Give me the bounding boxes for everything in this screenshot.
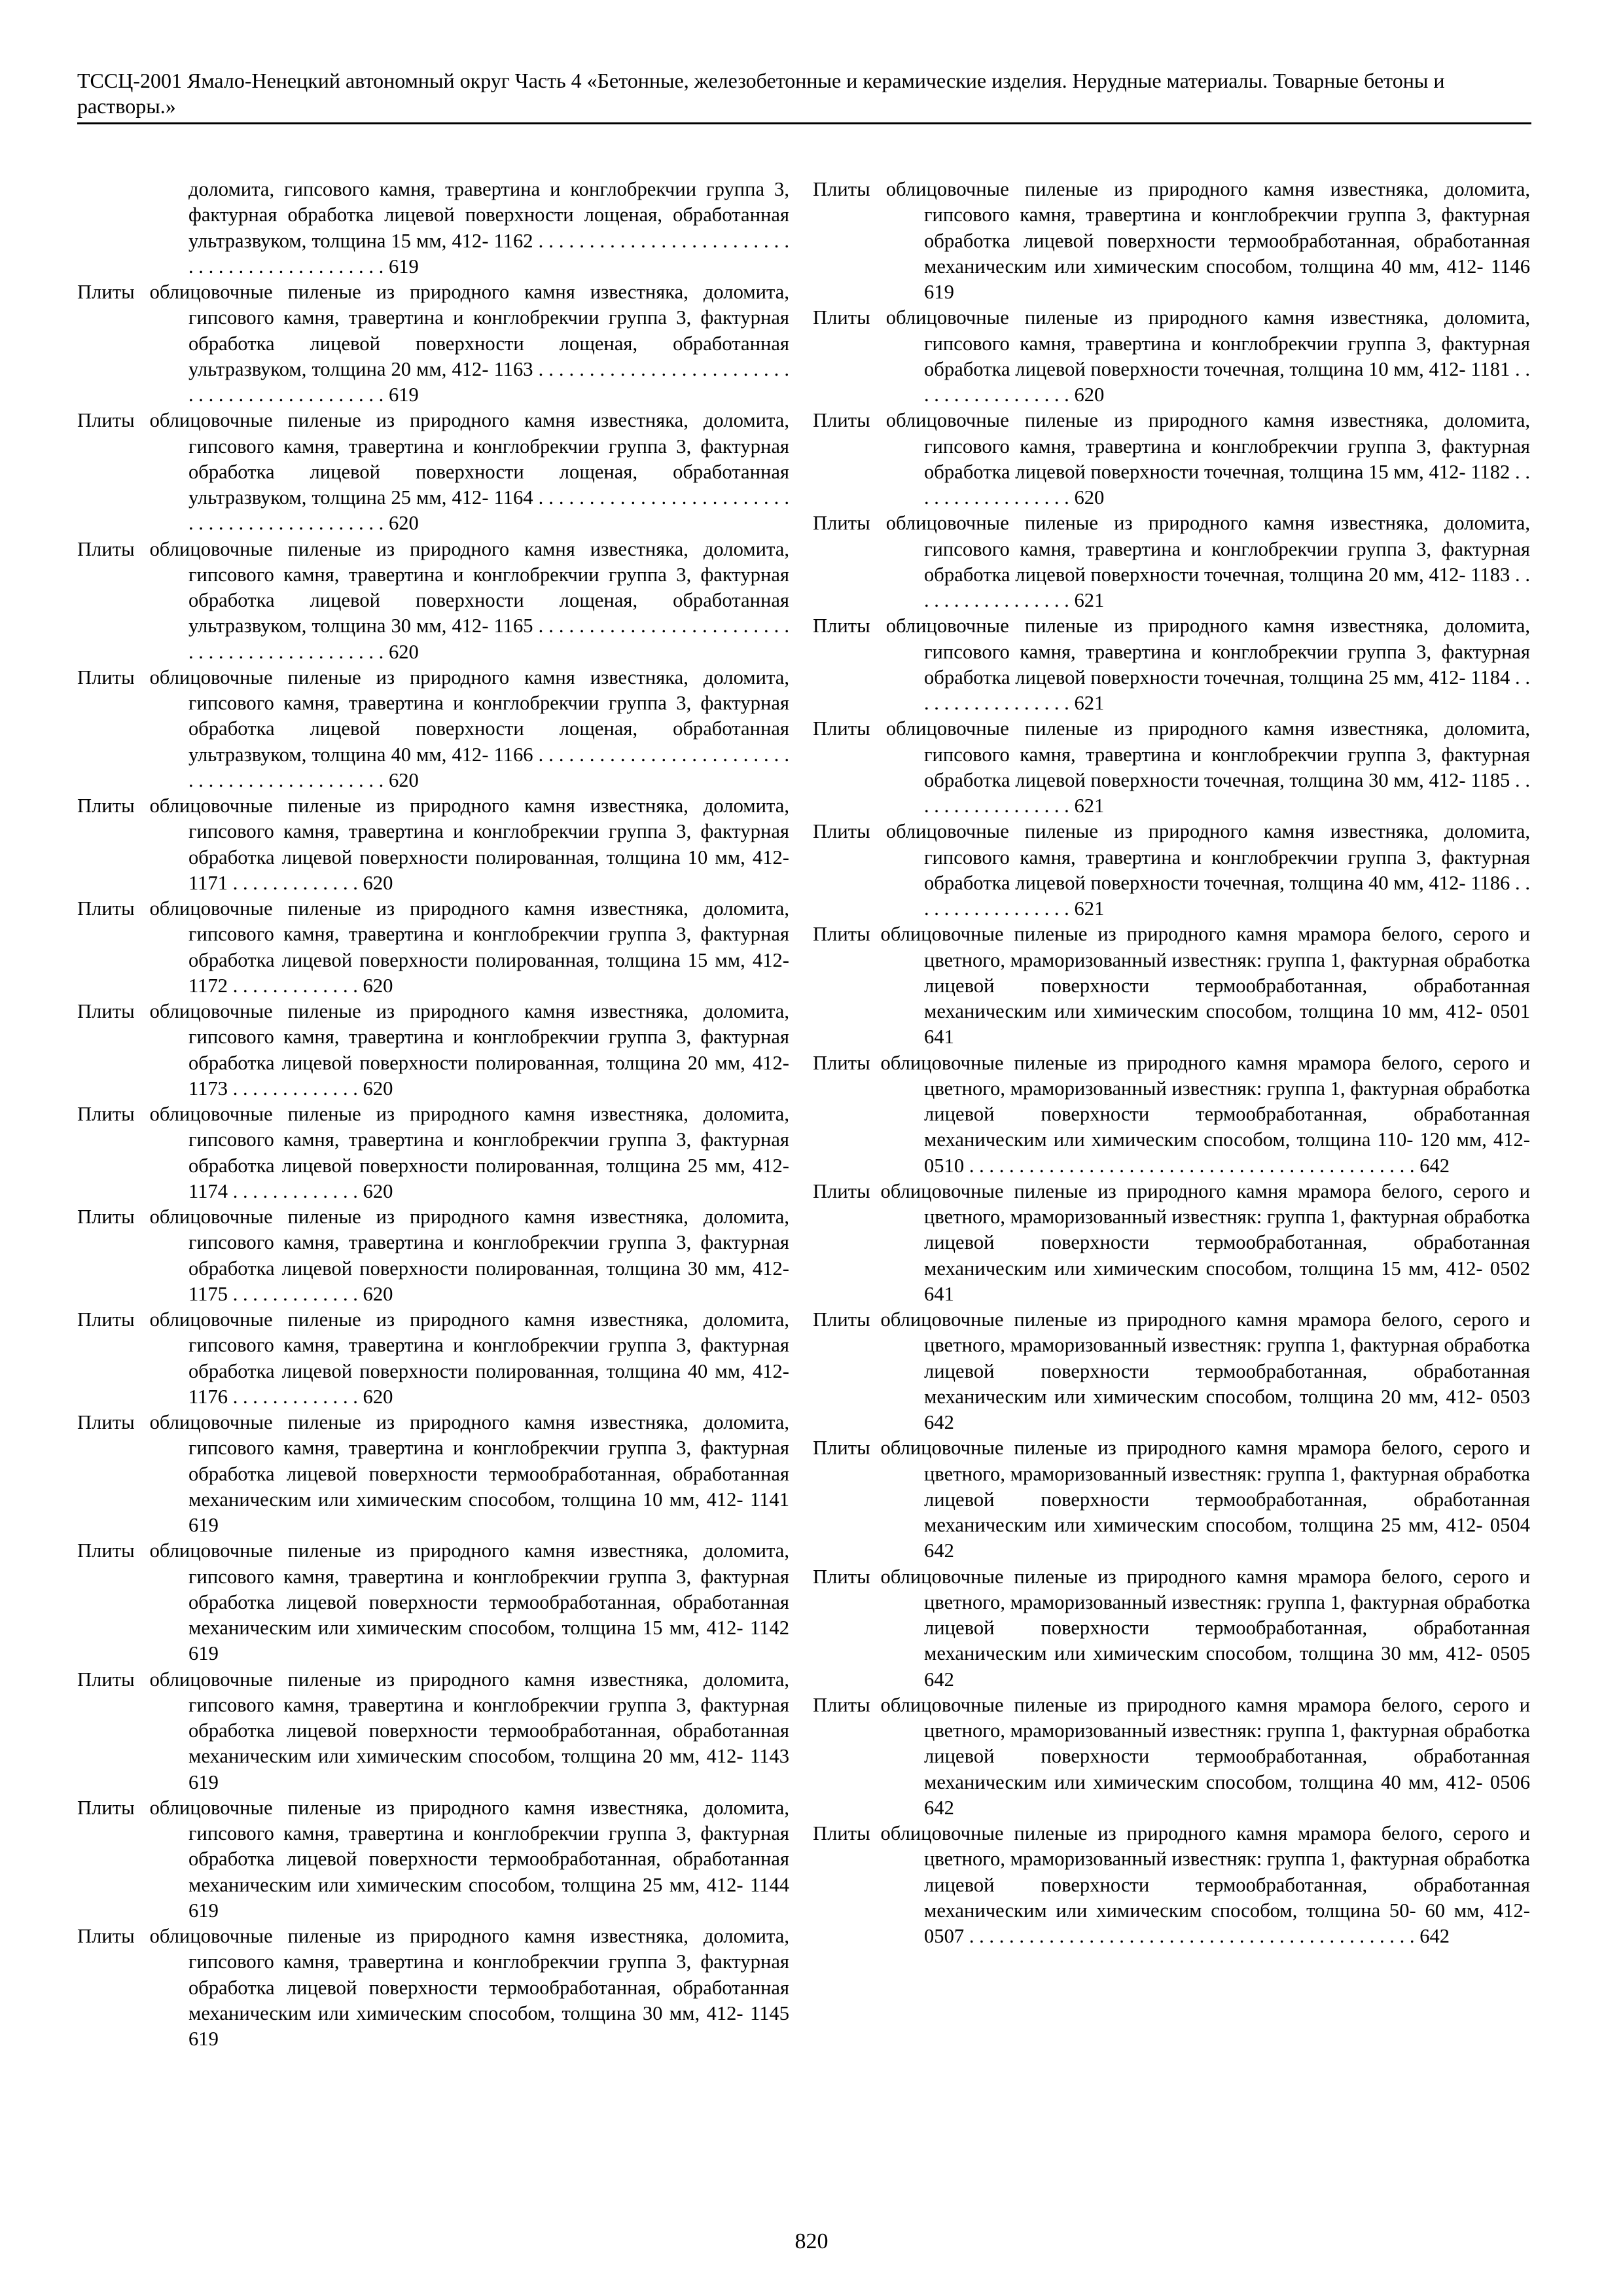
index-entry: Плиты облицовочные пиленые из природного камня известняка, доломита, гипсового камня, травертина и конглобрекчии группа 3, фактурная обработка лицевой поверхности полированная, толщина 30 мм, 412- 1175 . . . . . . . . . . . . . 620 bbox=[77, 1206, 789, 1305]
index-entry: Плиты облицовочные пиленые из природного камня известняка, доломита, гипсового камня, травертина и конглобрекчии группа 3, фактурная обработка лицевой поверхности лощеная, обработанная ультразвуком, толщина 40 мм, 412- 1166 . . . . . . . . . . . . . . . . . . . . . . . . . . . . . . . . . . . . . . . . . . . . . 620 bbox=[77, 666, 789, 791]
index-entry: Плиты облицовочные пиленые из природного камня известняка, доломита, гипсового камня, травертина и конглобрекчии группа 3, фактурная обработка лицевой поверхности точечная, толщина 40 мм, 412- 1186 . . . . . . . . . . . . . . . . . 621 bbox=[813, 820, 1530, 920]
index-entry: Плиты облицовочные пиленые из природного камня известняка, доломита, гипсового камня, травертина и конглобрекчии группа 3, фактурная обработка лицевой поверхности лощеная, обработанная ультразвуком, толщина 25 мм, 412- 1164 . . . . . . . . . . . . . . . . . . . . . . . . . . . . . . . . . . . . . . . . . . . . . 620 bbox=[77, 409, 789, 535]
index-entry: Плиты облицовочные пиленые из природного камня известняка, доломита, гипсового камня, травертина и конглобрекчии группа 3, фактурная обработка лицевой поверхности лощеная, обработанная ультразвуком, толщина 20 мм, 412- 1163 . . . . . . . . . . . . . . . . . . . . . . . . . . . . . . . . . . . . . . . . . . . . . 619 bbox=[77, 281, 789, 406]
index-entry: Плиты облицовочные пиленые из природного камня известняка, доломита, гипсового камня, травертина и конглобрекчии группа 3, фактурная обработка лицевой поверхности термообработанная, обработанная механическим или химическим способом, толщина 15 мм, 412- 1142 619 bbox=[77, 1539, 789, 1665]
index-entry: Плиты облицовочные пиленые из природного камня мрамора белого, серого и цветного, мраморизованный известняк: группа 1, фактурная обработка лицевой поверхности термообработанная, обработанная механическим или химическим способом, толщина 10 мм, 412- 0501 641 bbox=[813, 923, 1530, 1049]
page-number: 820 bbox=[794, 2229, 829, 2253]
index-entry: Плиты облицовочные пиленые из природного камня известняка, доломита, гипсового камня, травертина и конглобрекчии группа 3, фактурная обработка лицевой поверхности термообработанная, обработанная механическим или химическим способом, толщина 20 мм, 412- 1143 619 bbox=[77, 1668, 789, 1793]
index-entry: Плиты облицовочные пиленые из природного камня известняка, доломита, гипсового камня, травертина и конглобрекчии группа 3, фактурная обработка лицевой поверхности термообработанная, обработанная механическим или химическим способом, толщина 10 мм, 412- 1141 619 bbox=[77, 1411, 789, 1536]
index-entry: Плиты облицовочные пиленые из природного камня мрамора белого, серого и цветного, мраморизованный известняк: группа 1, фактурная обработка лицевой поверхности термообработанная, обработанная механическим или химическим способом, толщина 20 мм, 412- 0503 642 bbox=[813, 1308, 1530, 1433]
index-entry: Плиты облицовочные пиленые из природного камня мрамора белого, серого и цветного, мраморизованный известняк: группа 1, фактурная обработка лицевой поверхности термообработанная, обработанная механическим или химическим способом, толщина 40 мм, 412- 0506 642 bbox=[813, 1693, 1530, 1819]
index-entry: Плиты облицовочные пиленые из природного камня известняка, доломита, гипсового камня, травертина и конглобрекчии группа 3, фактурная обработка лицевой поверхности полированная, толщина 15 мм, 412- 1172 . . . . . . . . . . . . . 620 bbox=[77, 897, 789, 997]
index-entry: Плиты облицовочные пиленые из природного камня известняка, доломита, гипсового камня, травертина и конглобрекчии группа 3, фактурная обработка лицевой поверхности термообработанная, обработанная механическим или химическим способом, толщина 40 мм, 412- 1146 619 bbox=[813, 178, 1530, 303]
index-entry: Плиты облицовочные пиленые из природного камня известняка, доломита, гипсового камня, травертина и конглобрекчии группа 3, фактурная обработка лицевой поверхности полированная, толщина 40 мм, 412- 1176 . . . . . . . . . . . . . 620 bbox=[77, 1308, 789, 1408]
index-entry: Плиты облицовочные пиленые из природного камня мрамора белого, серого и цветного, мраморизованный известняк: группа 1, фактурная обработка лицевой поверхности термообработанная, обработанная механическим или химическим способом, толщина 25 мм, 412- 0504 642 bbox=[813, 1437, 1530, 1562]
index-entry: Плиты облицовочные пиленые из природного камня известняка, доломита, гипсового камня, травертина и конглобрекчии группа 3, фактурная обработка лицевой поверхности полированная, толщина 25 мм, 412- 1174 . . . . . . . . . . . . . 620 bbox=[77, 1103, 789, 1202]
index-entry: Плиты облицовочные пиленые из природного камня известняка, доломита, гипсового камня, травертина и конглобрекчии группа 3, фактурная обработка лицевой поверхности термообработанная, обработанная механическим или химическим способом, толщина 25 мм, 412- 1144 619 bbox=[77, 1796, 789, 1922]
index-column-right bbox=[813, 177, 1530, 1949]
index-entry: Плиты облицовочные пиленые из природного камня известняка, доломита, гипсового камня, травертина и конглобрекчии группа 3, фактурная обработка лицевой поверхности точечная, толщина 10 мм, 412- 1181 . . . . . . . . . . . . . . . . . 620 bbox=[813, 306, 1530, 406]
index-entry: Плиты облицовочные пиленые из природного камня мрамора белого, серого и цветного, мраморизованный известняк: группа 1, фактурная обработка лицевой поверхности термообработанная, обработанная механическим или химическим способом, толщина 30 мм, 412- 0505 642 bbox=[813, 1565, 1530, 1691]
index-entry: Плиты облицовочные пиленые из природного камня известняка, доломита, гипсового камня, травертина и конглобрекчии группа 3, фактурная обработка лицевой поверхности точечная, толщина 15 мм, 412- 1182 . . . . . . . . . . . . . . . . . 620 bbox=[813, 409, 1530, 509]
index-entry: Плиты облицовочные пиленые из природного камня мрамора белого, серого и цветного, мраморизованный известняк: группа 1, фактурная обработка лицевой поверхности термообработанная, обработанная механическим или химическим способом, толщина 110- 120 мм, 412- 0510 . . . . . . . . . . . . . . . . . . . . . . . . . . . . . . . . . . . . . . . . . . . . . 642 bbox=[813, 1051, 1530, 1177]
index-entry: Плиты облицовочные пиленые из природного камня известняка, доломита, гипсового камня, травертина и конглобрекчии группа 3, фактурная обработка лицевой поверхности термообработанная, обработанная механическим или химическим способом, толщина 30 мм, 412- 1145 619 bbox=[77, 1925, 789, 2050]
header-divider bbox=[77, 122, 1531, 124]
index-entry: Плиты облицовочные пиленые из природного камня известняка, доломита, гипсового камня, травертина и конглобрекчии группа 3, фактурная обработка лицевой поверхности полированная, толщина 20 мм, 412- 1173 . . . . . . . . . . . . . 620 bbox=[77, 1000, 789, 1100]
index-entry: Плиты облицовочные пиленые из природного камня известняка, доломита, гипсового камня, травертина и конглобрекчии группа 3, фактурная обработка лицевой поверхности точечная, толщина 30 мм, 412- 1185 . . . . . . . . . . . . . . . . . 621 bbox=[813, 717, 1530, 817]
page-header: ТССЦ-2001 Ямало-Ненецкий автономный округ Часть 4 «Бетонные, железобетонные и керамические изделия. Нерудные материалы. Товарные бетоны и растворы.» bbox=[77, 69, 1445, 118]
index-entry: Плиты облицовочные пиленые из природного камня известняка, доломита, гипсового камня, травертина и конглобрекчии группа 3, фактурная обработка лицевой поверхности точечная, толщина 20 мм, 412- 1183 . . . . . . . . . . . . . . . . . 621 bbox=[813, 512, 1530, 611]
index-entry: Плиты облицовочные пиленые из природного камня известняка, доломита, гипсового камня, травертина и конглобрекчии группа 3, фактурная обработка лицевой поверхности полированная, толщина 10 мм, 412- 1171 . . . . . . . . . . . . . 620 bbox=[77, 795, 789, 894]
index-entry: Плиты облицовочные пиленые из природного камня известняка, доломита, гипсового камня, травертина и конглобрекчии группа 3, фактурная обработка лицевой поверхности лощеная, обработанная ультразвуком, толщина 30 мм, 412- 1165 . . . . . . . . . . . . . . . . . . . . . . . . . . . . . . . . . . . . . . . . . . . . . 620 bbox=[77, 537, 789, 663]
index-entry: доломита, гипсового камня, травертина и конглобрекчии группа 3, фактурная обработка лицевой поверхности лощеная, обработанная ультразвуком, толщина 15 мм, 412- 1162 . . . . . . . . . . . . . . . . . . . . . . . . . . . . . . . . . . . . . . . . . . . . . 619 bbox=[188, 178, 789, 278]
index-entry: Плиты облицовочные пиленые из природного камня мрамора белого, серого и цветного, мраморизованный известняк: группа 1, фактурная обработка лицевой поверхности термообработанная, обработанная механическим или химическим способом, толщина 50- 60 мм, 412- 0507 . . . . . . . . . . . . . . . . . . . . . . . . . . . . . . . . . . . . . . . . . . . . . 642 bbox=[813, 1822, 1530, 1947]
index-entry: Плиты облицовочные пиленые из природного камня известняка, доломита, гипсового камня, травертина и конглобрекчии группа 3, фактурная обработка лицевой поверхности точечная, толщина 25 мм, 412- 1184 . . . . . . . . . . . . . . . . . 621 bbox=[813, 615, 1530, 714]
index-entry: Плиты облицовочные пиленые из природного камня мрамора белого, серого и цветного, мраморизованный известняк: группа 1, фактурная обработка лицевой поверхности термообработанная, обработанная механическим или химическим способом, толщина 15 мм, 412- 0502 641 bbox=[813, 1179, 1530, 1305]
index-column-left bbox=[77, 177, 789, 2052]
